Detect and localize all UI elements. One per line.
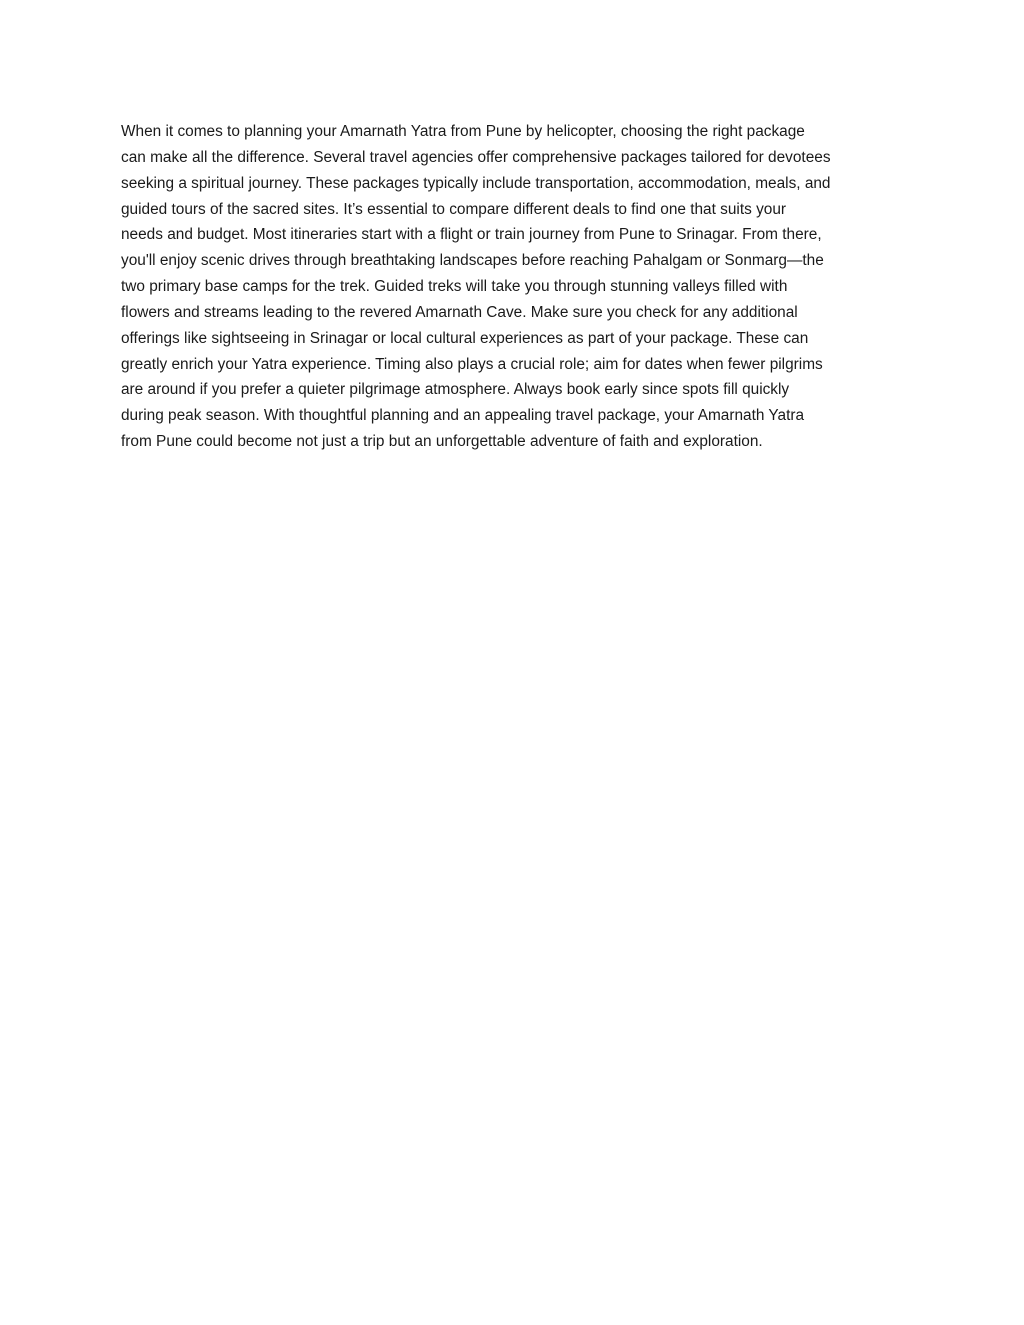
paragraph-line: offerings like sightseeing in Srinagar or local cultural experiences as part of your package. These can xyxy=(121,329,809,347)
paragraph-line: you'll enjoy scenic drives through breathtaking landscapes before reaching Pahalgam or Sonmarg—the xyxy=(121,252,824,270)
paragraph-line: are around if you prefer a quieter pilgrimage atmosphere. Always book early since spots fill quickly xyxy=(121,381,790,399)
paragraph-line: can make all the difference. Several travel agencies offer comprehensive packages tailored for devotees xyxy=(121,148,831,166)
paragraph-line: during peak season. With thoughtful planning and an appealing travel package, your Amarnath Yatra xyxy=(121,407,805,425)
paragraph-line: from Pune could become not just a trip but an unforgettable adventure of faith and exploration. xyxy=(121,433,763,451)
body-paragraph xyxy=(121,119,911,455)
paragraph-line: two primary base camps for the trek. Guided treks will take you through stunning valleys filled with xyxy=(121,278,788,296)
paragraph-line: needs and budget. Most itineraries start with a flight or train journey from Pune to Srinagar. From there, xyxy=(121,226,822,244)
paragraph-line: When it comes to planning your Amarnath Yatra from Pune by helicopter, choosing the right package xyxy=(121,123,805,140)
paragraph-line: seeking a spiritual journey. These packages typically include transportation, accommodation, meals, and xyxy=(121,174,831,192)
paragraph-line: greatly enrich your Yatra experience. Timing also plays a crucial role; aim for dates when fewer pilgrims xyxy=(121,355,823,373)
paragraph-line: guided tours of the sacred sites. It’s essential to compare different deals to find one that suits your xyxy=(121,200,787,218)
paragraph-line: flowers and streams leading to the revered Amarnath Cave. Make sure you check for any additional xyxy=(121,303,798,321)
